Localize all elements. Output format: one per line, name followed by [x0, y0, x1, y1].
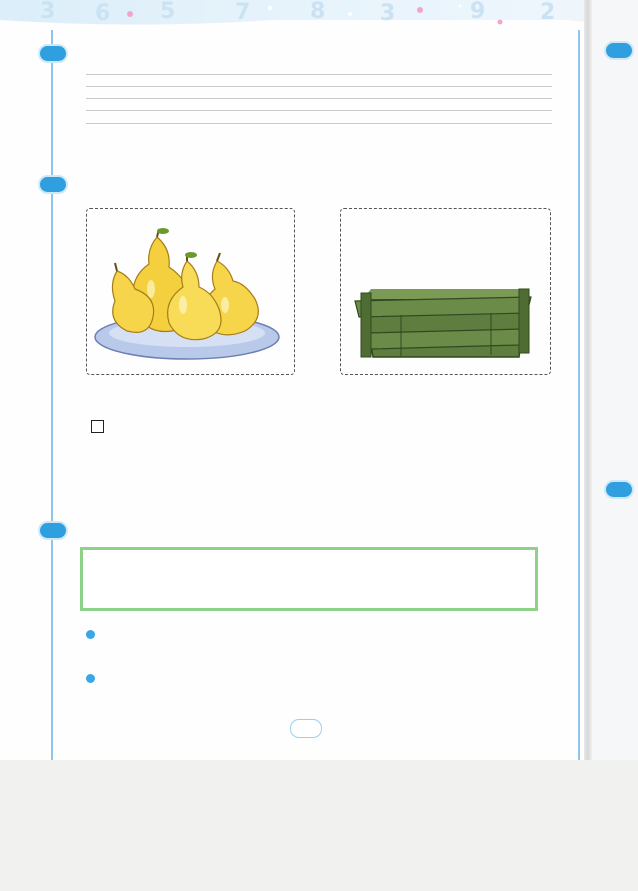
right-margin-line	[578, 30, 580, 760]
next-task-badge	[604, 41, 634, 60]
svg-text:3: 3	[40, 0, 56, 24]
task-badge	[38, 175, 68, 194]
next-page-edge	[588, 0, 638, 760]
page-number	[290, 719, 322, 738]
decorative-banner	[0, 0, 584, 34]
task-28-bullet-2	[86, 670, 552, 690]
svg-text:2: 2	[540, 0, 556, 25]
scan-background	[0, 760, 638, 891]
book-spine	[584, 0, 592, 760]
svg-text:3: 3	[380, 1, 396, 26]
pears-on-plate-image	[87, 209, 293, 373]
bullet-dot	[86, 630, 95, 639]
digit-row-top	[140, 74, 550, 98]
pears-plate-picture[interactable]	[86, 208, 295, 375]
svg-text:5: 5	[160, 0, 176, 24]
pattern-grid[interactable]	[80, 547, 538, 611]
bullet-dot	[86, 674, 95, 683]
svg-text:7: 7	[235, 0, 251, 25]
svg-text:6: 6	[95, 1, 111, 26]
digit-row-bottom	[86, 99, 552, 123]
pears-crate-picture[interactable]	[340, 208, 551, 375]
task-28-bullet-1	[86, 626, 552, 646]
task-27-questions	[86, 418, 552, 438]
task-badge	[38, 44, 68, 63]
left-margin-line	[51, 30, 53, 760]
digit-writing-grid[interactable]	[86, 74, 552, 124]
pears-in-crate-image	[341, 209, 549, 373]
task-badge	[38, 521, 68, 540]
svg-text:8: 8	[310, 0, 326, 24]
question-line	[86, 418, 552, 438]
pattern-svg	[83, 550, 535, 608]
next-task-badge	[604, 480, 634, 499]
bullet-line	[86, 670, 552, 690]
svg-text:9: 9	[470, 0, 486, 24]
bullet-line	[86, 626, 552, 646]
answer-checkbox[interactable]	[91, 420, 104, 433]
